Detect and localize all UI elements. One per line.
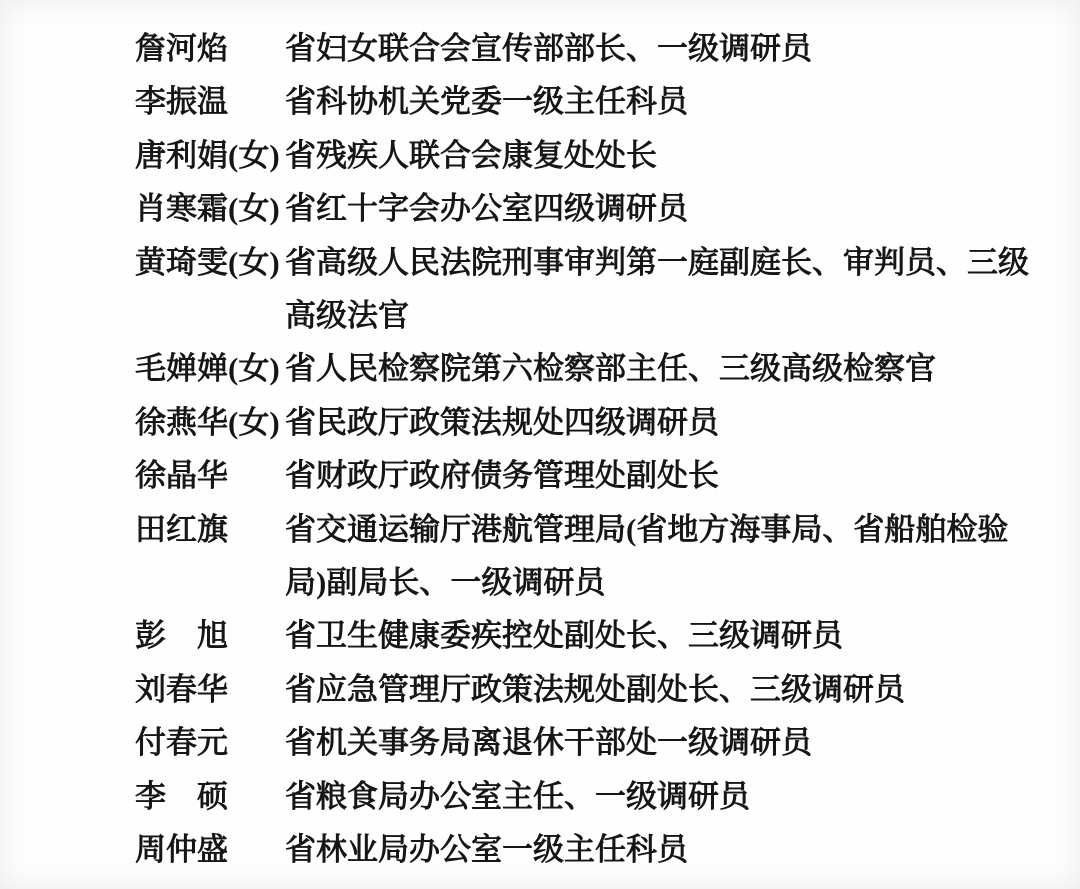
person-title: 省高级人民法院刑事审判第一庭副庭长、审判员、三级	[285, 244, 1029, 280]
person-title-continuation: 局)副局长、一级调研员	[285, 565, 606, 601]
person-name	[135, 449, 285, 502]
person-title: 省应急管理厅政策法规处副处长、三级调研员	[285, 671, 905, 707]
person-name	[135, 182, 285, 235]
person-name-text: 田红旗	[135, 511, 228, 547]
person-name-text: 黄琦雯	[135, 244, 228, 280]
roster-row	[135, 823, 1047, 876]
roster-row	[135, 609, 1047, 662]
person-name-text: 周仲盛	[135, 832, 228, 868]
roster-row	[135, 182, 1047, 235]
person-name	[135, 22, 285, 75]
person-name	[135, 716, 285, 769]
person-name-text: 刘春华	[135, 671, 228, 707]
roster-row	[135, 770, 1047, 823]
person-title-continuation: 高级法官	[285, 298, 409, 334]
person-title: 省科协机关党委一级主任科员	[285, 84, 688, 120]
roster-row	[135, 75, 1047, 128]
roster-row	[135, 503, 1047, 610]
person-name-text: 付春元	[135, 725, 228, 761]
person-name-text: 李振温	[135, 84, 228, 120]
person-title: 省粮食局办公室主任、一级调研员	[285, 778, 750, 814]
person-name-text: 彭 旭	[135, 618, 228, 654]
person-name	[135, 396, 285, 449]
person-name	[135, 236, 285, 289]
person-name-text: 徐晶华	[135, 458, 228, 494]
roster-row	[135, 236, 1047, 343]
person-title: 省红十字会办公室四级调研员	[285, 191, 688, 227]
person-title: 省残疾人联合会康复处处长	[285, 137, 657, 173]
roster-row	[135, 22, 1047, 75]
person-title: 省林业局办公室一级主任科员	[285, 832, 688, 868]
person-name	[135, 609, 285, 662]
person-title: 省民政厅政策法规处四级调研员	[285, 404, 719, 440]
person-title: 省财政厅政府债务管理处副处长	[285, 458, 719, 494]
gender-marker: (女)	[228, 404, 280, 440]
roster-row	[135, 342, 1047, 395]
gender-marker: (女)	[228, 191, 280, 227]
person-name	[135, 75, 285, 128]
gender-marker: (女)	[228, 137, 280, 173]
roster-row	[135, 396, 1047, 449]
person-name-text: 李 硕	[135, 778, 228, 814]
person-title: 省人民检察院第六检察部主任、三级高级检察官	[285, 351, 936, 387]
person-title: 省交通运输厅港航管理局(省地方海事局、省船舶检验	[285, 511, 1009, 547]
person-name-text: 毛婵婵	[135, 351, 228, 387]
person-name-text: 肖寒霜	[135, 191, 228, 227]
person-name-text: 詹河焰	[135, 31, 228, 66]
person-name	[135, 503, 285, 556]
person-name-text: 唐利娟	[135, 137, 228, 173]
roster-row	[135, 129, 1047, 182]
roster-row	[135, 716, 1047, 769]
roster-row	[135, 663, 1047, 716]
person-name	[135, 342, 285, 395]
person-name	[135, 770, 285, 823]
gender-marker: (女)	[228, 244, 280, 280]
person-name	[135, 823, 285, 876]
person-name	[135, 129, 285, 182]
person-title: 省卫生健康委疾控处副处长、三级调研员	[285, 618, 843, 654]
person-title: 省妇女联合会宣传部部长、一级调研员	[285, 31, 812, 66]
roster-row	[135, 449, 1047, 502]
person-name-text: 徐燕华	[135, 404, 228, 440]
gender-marker: (女)	[228, 351, 280, 387]
person-title: 省机关事务局离退休干部处一级调研员	[285, 725, 812, 761]
person-name	[135, 663, 285, 716]
